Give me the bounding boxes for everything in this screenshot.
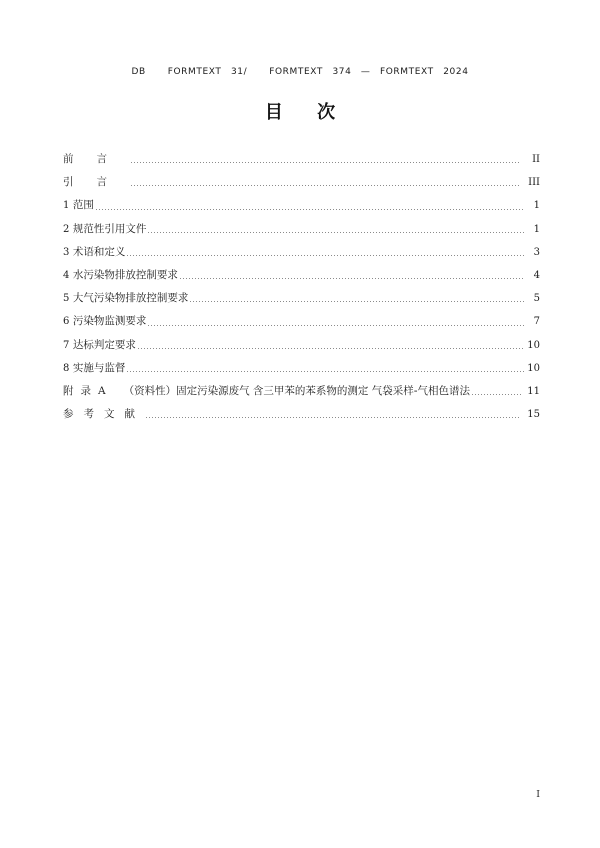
toc-entry-page: 11 (527, 386, 540, 398)
header-value-1: 31/ (230, 67, 248, 77)
toc-entry-page: III (528, 177, 540, 189)
toc-clause-number: 5 (63, 293, 70, 305)
toc-clause-text: 范围 (72, 199, 94, 212)
dot-leader (145, 417, 521, 418)
toc-entry-label (63, 380, 471, 403)
toc-entry-page: 5 (533, 293, 540, 305)
toc-entry-label (63, 218, 147, 241)
dot-leader (130, 162, 521, 163)
toc-entry-clause-8[interactable] (63, 357, 540, 380)
toc-entry-label (63, 241, 126, 264)
annex-word: 附录 (63, 385, 98, 398)
toc-entry-label: 引言 (63, 176, 130, 189)
toc-clause-text: 达标判定要求 (72, 338, 136, 351)
footer-page-number: I (536, 789, 540, 800)
dot-leader (137, 348, 524, 349)
annex-text: 固定污染源废气 含三甲苯的苯系物的测定 气袋采样-气相色谱法 (176, 385, 471, 398)
dot-leader (147, 232, 524, 233)
toc-clause-text: 术语和定义 (72, 245, 126, 258)
page-title: 目 次 (264, 102, 350, 123)
toc-entry-label (63, 264, 179, 287)
toc-entry-foreword[interactable] (63, 148, 540, 171)
toc-entry-label: 前言 (63, 153, 130, 165)
toc-entry-bibliography[interactable] (63, 403, 540, 426)
toc-clause-number: 7 (63, 339, 70, 351)
toc-entry-clause-5[interactable] (63, 287, 540, 310)
dot-leader (189, 301, 524, 302)
header-standard-prefix: DB (131, 67, 146, 77)
toc-entry-page: 15 (527, 409, 540, 421)
toc-entry-clause-2[interactable] (63, 218, 540, 241)
dot-leader (147, 325, 524, 326)
header-field-3: FORMTEXT (379, 67, 434, 77)
toc-clause-number: 3 (63, 246, 70, 258)
header-field-1: FORMTEXT (167, 67, 222, 77)
toc-entry-label (63, 334, 137, 357)
toc-clause-number: 2 (63, 223, 70, 235)
header-value-2: 374 (332, 67, 352, 77)
toc-entry-clause-7[interactable] (63, 334, 540, 357)
toc-entry-label (63, 194, 95, 217)
toc-entry-label (63, 310, 147, 333)
toc-entry-label (63, 287, 189, 310)
document-running-header (60, 67, 540, 77)
toc-entry-label: 参考文献 (63, 408, 145, 421)
dot-leader (95, 209, 524, 210)
toc-clause-number: 8 (63, 362, 70, 374)
toc-clause-text: 大气污染物排放控制要求 (72, 292, 189, 305)
dot-leader (179, 278, 524, 279)
header-field-2: FORMTEXT (269, 67, 323, 77)
dot-leader (126, 255, 524, 256)
toc-clause-text: 实施与监督 (72, 361, 126, 374)
toc-entry-page: 1 (533, 223, 540, 235)
toc-entry-page: II (532, 154, 540, 165)
toc-clause-number: 6 (63, 316, 70, 328)
table-of-contents (63, 148, 540, 426)
toc-entry-page: 1 (533, 200, 540, 212)
toc-entry-label (63, 357, 126, 380)
dot-leader (471, 394, 521, 395)
toc-entry-clause-6[interactable] (63, 310, 540, 333)
toc-entry-clause-4[interactable] (63, 264, 540, 287)
toc-entry-page: 10 (527, 339, 540, 351)
header-dash: — (360, 67, 371, 77)
toc-clause-text: 水污染物排放控制要求 (72, 269, 178, 282)
toc-entry-page: 3 (533, 246, 540, 258)
toc-clause-text: 污染物监测要求 (72, 315, 147, 328)
dot-leader (130, 185, 521, 186)
annex-nature: （资料性） (123, 385, 177, 398)
toc-entry-introduction[interactable] (63, 171, 540, 194)
toc-entry-clause-1[interactable] (63, 194, 540, 217)
toc-clause-text: 规范性引用文件 (72, 222, 147, 235)
toc-clause-number: 1 (63, 200, 70, 212)
header-year: 2024 (443, 67, 469, 77)
toc-entry-clause-3[interactable] (63, 241, 540, 264)
toc-entry-page: 7 (533, 316, 540, 328)
toc-entry-annex-a[interactable] (63, 380, 540, 403)
toc-entry-page: 4 (533, 270, 540, 282)
dot-leader (126, 371, 524, 372)
toc-clause-number: 4 (63, 270, 70, 282)
toc-entry-page: 10 (527, 362, 540, 374)
annex-letter: A (98, 385, 106, 398)
